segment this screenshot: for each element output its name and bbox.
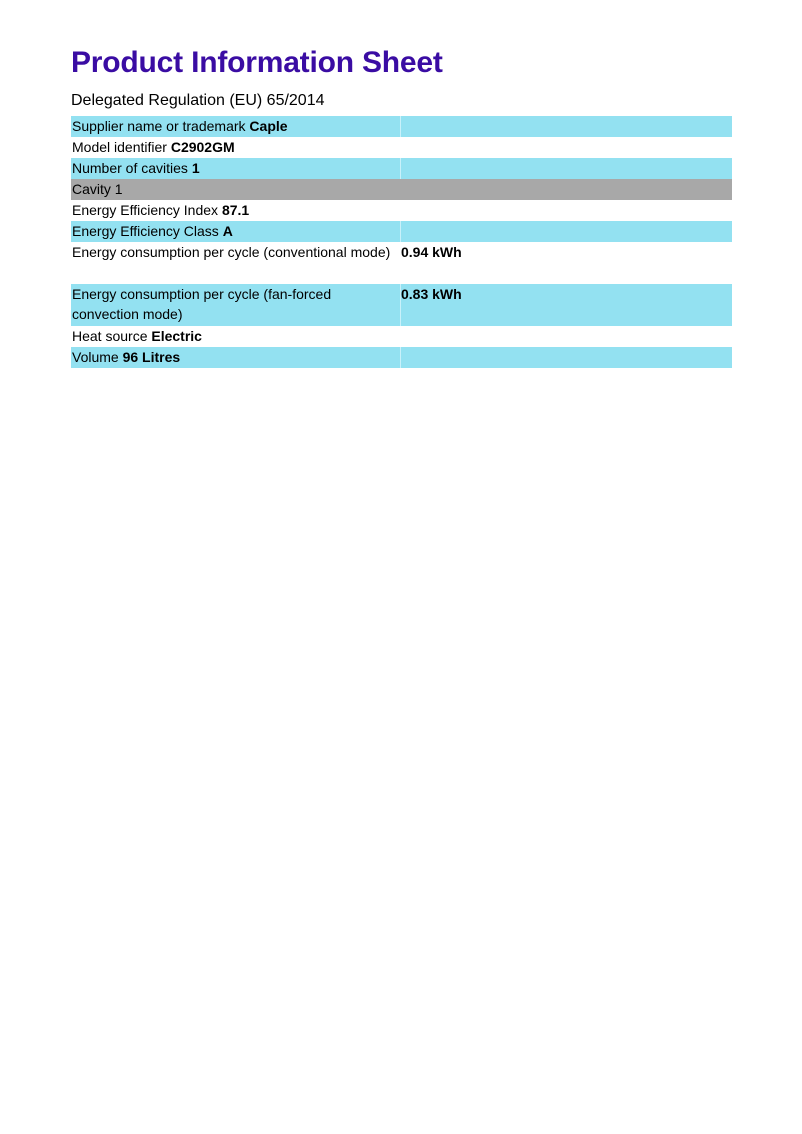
heat-source-right-cell bbox=[401, 326, 732, 347]
supplier-label: Supplier name or trademark bbox=[72, 118, 246, 134]
consumption-conventional-value: 0.94 kWh bbox=[401, 242, 732, 284]
volume-right-cell bbox=[401, 347, 732, 368]
page-subtitle: Delegated Regulation (EU) 65/2014 bbox=[71, 92, 325, 109]
consumption-conventional-cell bbox=[71, 242, 401, 284]
heat-source-label: Heat source bbox=[72, 328, 148, 344]
energy-class-right-cell bbox=[401, 221, 732, 242]
model-right-cell bbox=[401, 137, 732, 158]
volume-value: 96 Litres bbox=[122, 349, 181, 365]
cavity-header-cell bbox=[71, 179, 732, 200]
table-row-cavities bbox=[71, 158, 732, 179]
consumption-fan-cell bbox=[71, 284, 401, 326]
volume-cell bbox=[71, 347, 401, 368]
table-row-volume bbox=[71, 347, 732, 368]
cavities-cell bbox=[71, 158, 401, 179]
consumption-fan-value: 0.83 kWh bbox=[401, 284, 732, 326]
page-title: Product Information Sheet bbox=[71, 46, 443, 79]
eei-label: Energy Efficiency Index bbox=[72, 202, 219, 218]
consumption-conventional-label: Energy consumption per cycle (conventional mode) bbox=[72, 244, 391, 260]
table-row-consumption-conventional bbox=[71, 242, 732, 284]
model-value: C2902GM bbox=[170, 139, 235, 155]
eei-value: 87.1 bbox=[221, 202, 250, 218]
model-label: Model identifier bbox=[72, 139, 167, 155]
consumption-fan-label: Energy consumption per cycle (fan-forced convection mode) bbox=[72, 286, 332, 322]
table-row-model bbox=[71, 137, 732, 158]
eei-right-cell bbox=[401, 200, 732, 221]
cavities-value: 1 bbox=[191, 160, 200, 176]
table-row-supplier bbox=[71, 116, 732, 137]
product-info-table bbox=[71, 116, 732, 368]
cavities-label: Number of cavities bbox=[72, 160, 188, 176]
supplier-right-cell bbox=[401, 116, 732, 137]
energy-class-value: A bbox=[222, 223, 233, 239]
cavities-right-cell bbox=[401, 158, 732, 179]
cavity-header-label: Cavity 1 bbox=[72, 181, 123, 197]
eei-cell bbox=[71, 200, 401, 221]
supplier-value: Caple bbox=[249, 118, 288, 134]
table-row-eei bbox=[71, 200, 732, 221]
table-row-consumption-fan bbox=[71, 284, 732, 326]
model-cell bbox=[71, 137, 401, 158]
heat-source-cell bbox=[71, 326, 401, 347]
energy-class-label: Energy Efficiency Class bbox=[72, 223, 219, 239]
table-row-heat-source bbox=[71, 326, 732, 347]
energy-class-cell bbox=[71, 221, 401, 242]
heat-source-value: Electric bbox=[151, 328, 202, 344]
table-row-cavity-header bbox=[71, 179, 732, 200]
volume-label: Volume bbox=[72, 349, 119, 365]
table-row-energy-class bbox=[71, 221, 732, 242]
supplier-cell bbox=[71, 116, 401, 137]
